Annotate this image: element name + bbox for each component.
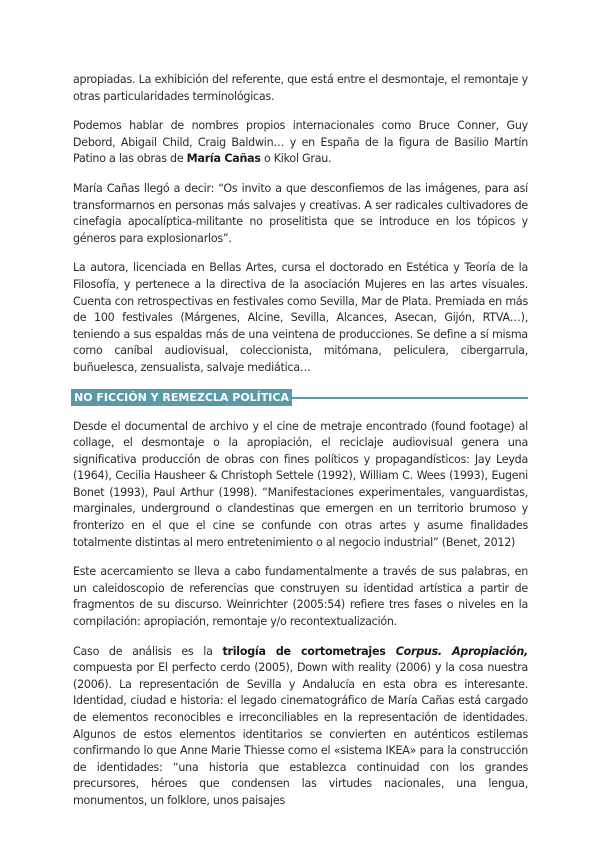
paragraph-7-text-a: Caso de análisis es la	[73, 644, 223, 658]
paragraph-5: Desde el documental de archivo y el cine de metraje encontrado (found footage) al collage, el desmontaje o la apropiación, el reciclaje audiovisual genera una significativa producción de obras con fines políticos y propagandísticos: Jay Leyda (1964), Cecilia Hausheer & Christoph Settele (1992), William C. Wees (1993), Eugeni Bonet (1993), Paul Arthur (1998). “Manifestaciones experimentales, vanguardistas, marginales, underground o clandestinas que emergen en un territorio brumoso y fronterizo en el que el cine se confunde con otras artes y asume finalidades totalmente distintas al mero entretenimiento o al negocio industrial” (Benet, 2012)	[73, 419, 528, 549]
paragraph-7	[73, 644, 528, 810]
paragraph-6: Este acercamiento se lleva a cabo fundamentalmente a través de sus palabras, en un caleidoscopio de referencias que construyen su identidad artística a partir de fragmentos de su discurso. Weinrichter (2005:54) refiere tres fases o niveles en la compilación: apropiación, remontaje y/o recontextualización.	[73, 565, 528, 629]
section-heading-row	[71, 389, 528, 407]
section-heading-rule	[292, 397, 528, 399]
paragraph-3-quote: María Cañas llegó a decir: “Os invito a que desconfiemos de las imágenes, para así transformarnos en personas más salvajes y creativas. A ser radicales cultivadores de cinefagia apocalíptica-militante no proselitista que se introduce en los tópicos y géneros para explosionarlos”.	[73, 181, 528, 245]
trilogy-label: trilogía de cortometrajes	[222, 644, 396, 658]
trilogy-title: Corpus. Apropiación,	[395, 644, 529, 658]
paragraph-2-text-a: Podemos hablar de nombres propios internacionales como Bruce Conner, Guy Debord, Abigail Child, Craig Baldwin… y en España de la figura de Basilio Martín Patino a las obras de	[73, 119, 528, 166]
paragraph-2	[73, 118, 528, 168]
paragraph-7-text-b: compuesta por El perfecto cerdo (2005), Down with reality (2006) y la cosa nuestra (2006). La representación de Sevilla y Andalucía en esta obra es interesante. Identidad, ciudad e historia: el legado cinematográfico de María Cañas está cargado de elementos reconocibles e irreconciliables en la representación de identidades. Algunos de estos elementos identitarios se convierten en auténticos estilemas confirmando lo que Anne Marie Thiesse como el «sistema IKEA» para la construcción de identidades: “una historia que establezca continuidad con los grandes precursores, héroes que condensen las virtudes nacionales, una lengua, monumentos, un folklore, unos paisajes	[73, 661, 528, 807]
paragraph-1: apropiadas. La exhibición del referente, que está entre el desmontaje, el remontaje y otras particularidades terminológicas.	[73, 73, 528, 103]
paragraph-2-text-b: o Kikol Grau.	[260, 152, 332, 166]
body-text	[73, 72, 528, 823]
section-heading: NO FICCIÓN Y REMEZCLA POLÍTICA	[71, 389, 292, 406]
highlighted-name: María Cañas	[186, 152, 261, 166]
paragraph-4: La autora, licenciada en Bellas Artes, cursa el doctorado en Estética y Teoría de la Filosofía, y pertenece a la directiva de la asociación Mujeres en las artes visuales. Cuenta con retrospectivas en festivales como Sevilla, Mar de Plata. Premiada en más de 100 festivales (Márgenes, Alcine, Sevilla, Alcances, Asecan, Gijón, RTVA…), teniendo a sus espaldas más de una veintena de producciones. Se define a sí misma como caníbal audiovisual, coleccionista, mitómana, peliculera, cibergarrula, buñuelesca, zensualista, salvaje mediática…	[73, 261, 528, 374]
